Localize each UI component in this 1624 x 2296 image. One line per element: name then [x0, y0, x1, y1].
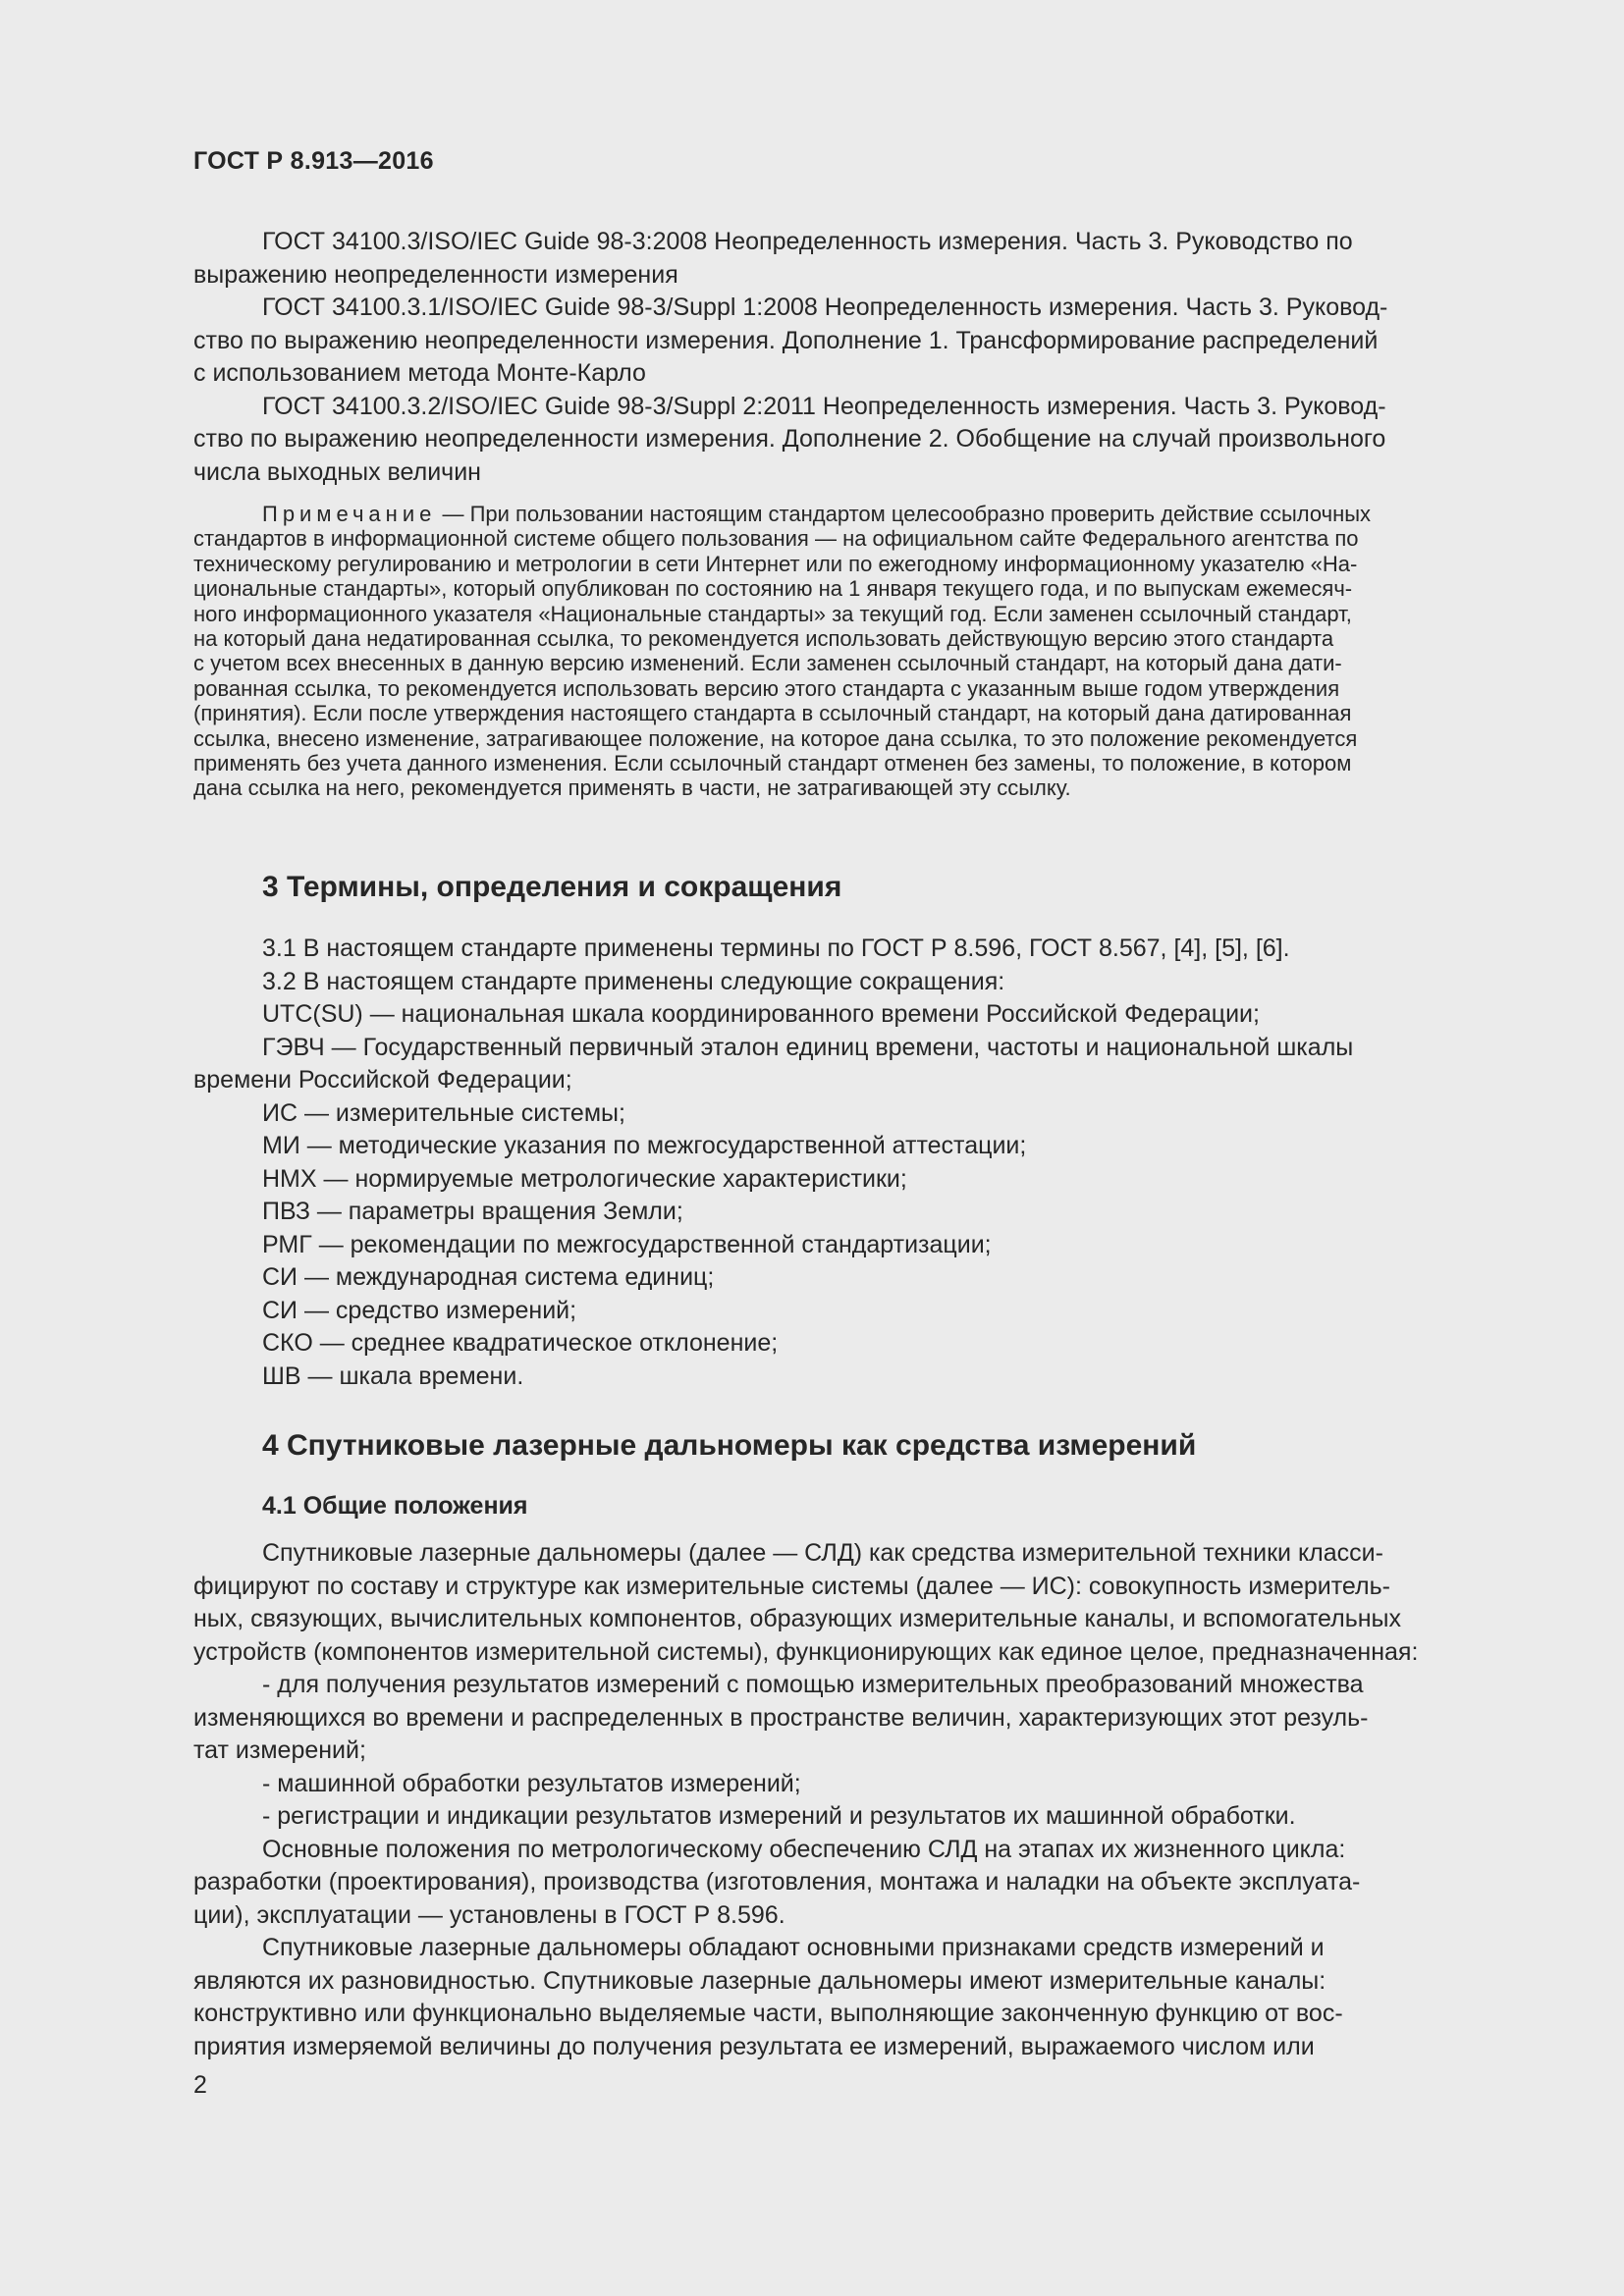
note-paragraph [193, 502, 1507, 801]
normative-references [193, 226, 1507, 489]
section-4-1-heading: 4.1 Общие положения [262, 1492, 528, 1520]
list-item: СКО — среднее квадратическое отклонение; [262, 1329, 779, 1357]
paragraph: Спутниковые лазерные дальномеры (далее — СЛД) как средства измерительной техники класси- фицируют по составу и структуре как измерительные системы (далее — ИС): совокупность измеритель- ных, связующих, вычислительных компонентов, образующих измерительные каналы, и вспомогательных устройств (компонентов измерительной системы), функционирующих как единое целое, предназначенная: [193, 1539, 1419, 1666]
list-item: ШВ — шкала времени. [262, 1362, 524, 1390]
list-item: 3.2 В настоящем стандарте применены следующие сокращения: [262, 967, 1005, 995]
paragraph: Основные положения по метрологическому обеспечению СЛД на этапах их жизненного цикла: разработки (проектирования), производства (изготовления, монтажа и наладки на объекте эксплуата- ции), эксплуатации — установлены в ГОСТ Р 8.596. [193, 1835, 1361, 1929]
reference-item: ГОСТ 34100.3.2/ISO/IEC Guide 98-3/Suppl 2:2011 Неопределенность измерения. Часть 3. Руковод- ство по выражению неопределенности измерения. Дополнение 2. Обобщение на случай произвольного числа выходных величин [193, 392, 1386, 486]
note-label: Примечание [262, 502, 437, 526]
note-text: — При пользовании настоящим стандартом целесообразно проверить действие ссылочных стандартов в информационной системе общего пользования — на официальном сайте Федерального агентства по техническому регулированию и метрологии в сети Интернет или по ежегодному информационному указателю «На- циональные стандарты», который опубликован по состоянию на 1 января текущего года, и по выпускам ежемесяч- ного информационного указателя «Национальные стандарты» за текущий год. Если заменен ссылочный стандарт, на который дана недатированная ссылка, то рекомендуется использовать действующую версию этого стандарта с учетом всех внесенных в данную версию изменений. Если заменен ссылочный стандарт, на который дана дати- рованная ссылка, то рекомендуется использовать версию этого стандарта с указанным выше годом утверждения (принятия). Если после утверждения настоящего стандарта в ссылочный стандарт, на который дана датированная ссылка, внесено изменение, затрагивающее положение, на которое дана ссылка, то это положение рекомендуется применять без учета данного изменения. Если ссылочный стандарт отменен без замены, то положение, в котором дана ссылка на него, рекомендуется применять в части, не затрагивающей эту ссылку. [193, 502, 1372, 801]
section-4-body [193, 1537, 1507, 2063]
list-item: МИ — методические указания по межгосударственной аттестации; [262, 1132, 1027, 1159]
paragraph: Спутниковые лазерные дальномеры обладают основными признаками средств измерений и являются их разновидностью. Спутниковые лазерные дальномеры имеют измерительные каналы: конструктивно или функционально выделяемые части, выполняющие законченную функцию от вос- приятия измеряемой величины до получения результата ее измерений, выражаемого числом или [193, 1934, 1343, 2060]
reference-item: ГОСТ 34100.3.1/ISO/IEC Guide 98-3/Suppl 1:2008 Неопределенность измерения. Часть 3. Руковод- ство по выражению неопределенности измерения. Дополнение 1. Трансформирование распределений с использованием метода Монте-Карло [193, 294, 1388, 387]
page-number: 2 [193, 2071, 207, 2099]
paragraph: - машинной обработки результатов измерений; [262, 1769, 801, 1797]
list-item: 3.1 В настоящем стандарте применены термины по ГОСТ Р 8.596, ГОСТ 8.567, [4], [5], [6]. [262, 934, 1290, 962]
list-item: UTC(SU) — национальная шкала координированного времени Российской Федерации; [262, 1000, 1260, 1028]
section-3-list [193, 933, 1507, 1393]
section-4-heading: 4 Спутниковые лазерные дальномеры как средства измерений [262, 1429, 1197, 1462]
list-item: СИ — международная система единиц; [262, 1263, 715, 1291]
list-item: ПВЗ — параметры вращения Земли; [262, 1198, 683, 1225]
paragraph: - регистрации и индикации результатов измерений и результатов их машинной обработки. [262, 1802, 1296, 1830]
list-item: СИ — средство измерений; [262, 1296, 577, 1324]
paragraph: - для получения результатов измерений с помощью измерительных преобразований множества изменяющихся во времени и распределенных в пространстве величин, характеризующих этот резуль- тат измерений; [193, 1671, 1369, 1764]
reference-item: ГОСТ 34100.3/ISO/IEC Guide 98-3:2008 Неопределенность измерения. Часть 3. Руководство по выражению неопределенности измерения [193, 228, 1353, 289]
list-item: РМГ — рекомендации по межгосударственной стандартизации; [262, 1230, 992, 1258]
list-item: ГЭВЧ — Государственный первичный эталон единиц времени, частоты и национальной шкалы времени Российской Федерации; [193, 1033, 1354, 1094]
document-header: ГОСТ Р 8.913—2016 [193, 147, 434, 175]
list-item: НМХ — нормируемые метрологические характеристики; [262, 1164, 907, 1193]
section-3-heading: 3 Термины, определения и сокращения [262, 871, 842, 903]
list-item: ИС — измерительные системы; [262, 1098, 625, 1127]
